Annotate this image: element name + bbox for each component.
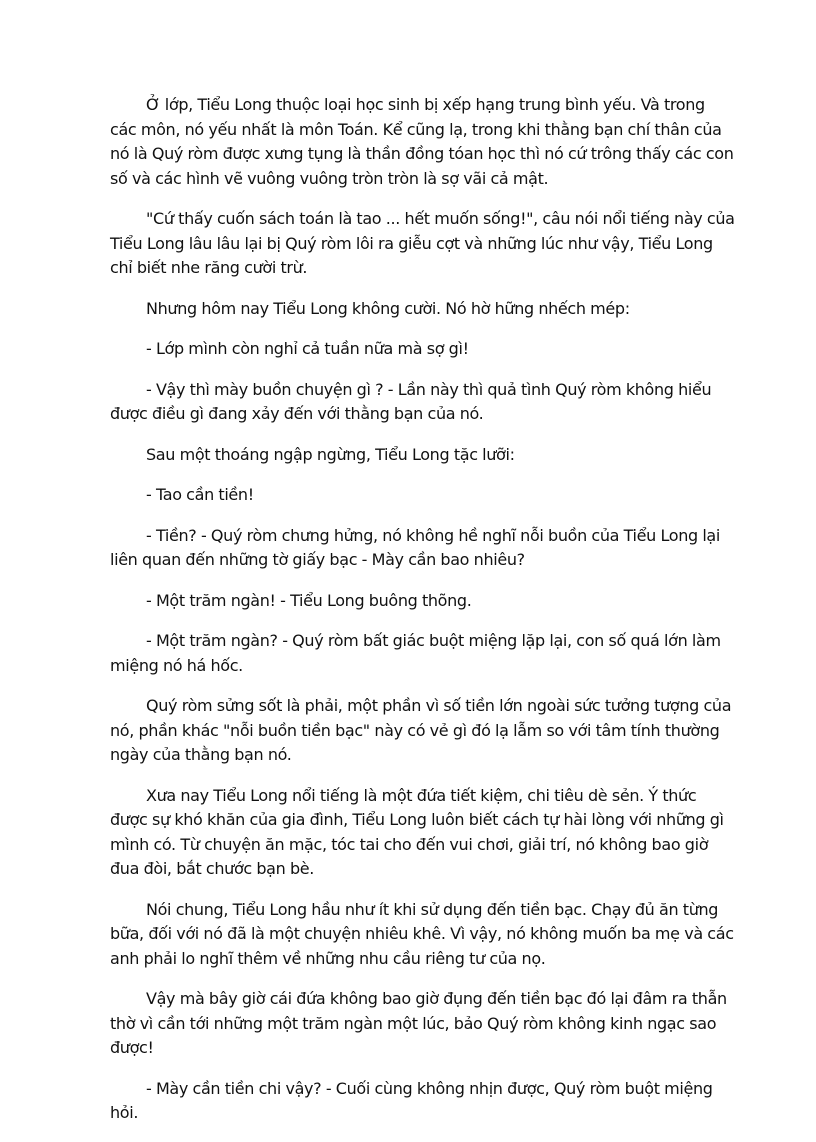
paragraph-15: - Mày cần tiền chi vậy? - Cuối cùng không nhịn được, Quý ròm buột miệng hỏi. <box>110 1078 713 1122</box>
paragraph-2: "Cứ thấy cuốn sách toán là tao ... hết muốn sống!", câu nói nổi tiếng này của Tiểu Long lâu lâu lại bị Quý ròm lôi ra giễu cợt và những lúc như vậy, Tiểu Long chỉ biết nhe răng cười trừ. <box>110 209 735 277</box>
paragraph-1: Ở lớp, Tiểu Long thuộc loại học sinh bị xếp hạng trung bình yếu. Và trong các môn, nó yếu nhất là môn Toán. Kể cũng lạ, trong khi thằng bạn chí thân của nó là Quý ròm được xưng tụng là thần đồng tóan học thì nó cứ trông thấy các con số và các hình vẽ vuông vuông tròn tròn là sợ vãi cả mật. <box>110 95 734 188</box>
paragraph-11: Quý ròm sửng sốt là phải, một phần vì số tiền lớn ngoài sức tưởng tượng của nó, phần khác "nỗi buồn tiền bạc" này có vẻ gì đó lạ lẫm so với tâm tính thường ngày của thằng bạn nó. <box>110 696 732 764</box>
paragraph-4: - Lớp mình còn nghỉ cả tuần nữa mà sợ gì! <box>146 339 469 358</box>
paragraph-7: - Tao cần tiền! <box>146 485 254 504</box>
paragraph-9: - Một trăm ngàn! - Tiểu Long buông thõng. <box>146 590 472 610</box>
document-body <box>110 93 735 1142</box>
paragraph-14: Vậy mà bây giờ cái đứa không bao giờ đụng đến tiền bạc đó lại đâm ra thẫn thờ vì cần tới những một trăm ngàn một lúc, bảo Quý ròm không kinh ngạc sao được! <box>110 989 727 1057</box>
paragraph-5: - Vậy thì mày buồn chuyện gì ? - Lần này thì quả tình Quý ròm không hiểu được điều gì đang xảy đến với thằng bạn của nó. <box>110 379 712 423</box>
paragraph-3: Nhưng hôm nay Tiểu Long không cười. Nó hờ hững nhếch mép: <box>146 298 630 318</box>
paragraph-6: Sau một thoáng ngập ngừng, Tiểu Long tặc lưỡi: <box>146 444 515 464</box>
paragraph-10: - Một trăm ngàn? - Quý ròm bất giác buột miệng lặp lại, con số quá lớn làm miệng nó há hốc. <box>110 631 721 675</box>
paragraph-8: - Tiền? - Quý ròm chưng hửng, nó không hề nghĩ nỗi buồn của Tiểu Long lại liên quan đến những tờ giấy bạc - Mày cần bao nhiêu? <box>110 525 720 569</box>
paragraph-13: Nói chung, Tiểu Long hầu như ít khi sử dụng đến tiền bạc. Chạy đủ ăn từng bữa, đối với nó đã là một chuyện nhiêu khê. Vì vậy, nó không muốn ba mẹ và các anh phải lo nghĩ thêm về những nhu cầu riêng tư của nọ. <box>110 899 734 968</box>
paragraph-12: Xưa nay Tiểu Long nổi tiếng là một đứa tiết kiệm, chi tiêu dè sẻn. Ý thức được sự khó khăn của gia đình, Tiểu Long luôn biết cách tự hài lòng với những gì mình có. Từ chuyện ăn mặc, tóc tai cho đến vui chơi, giải trí, nó không bao giờ đua đòi, bắt chước bạn bè. <box>110 785 724 878</box>
